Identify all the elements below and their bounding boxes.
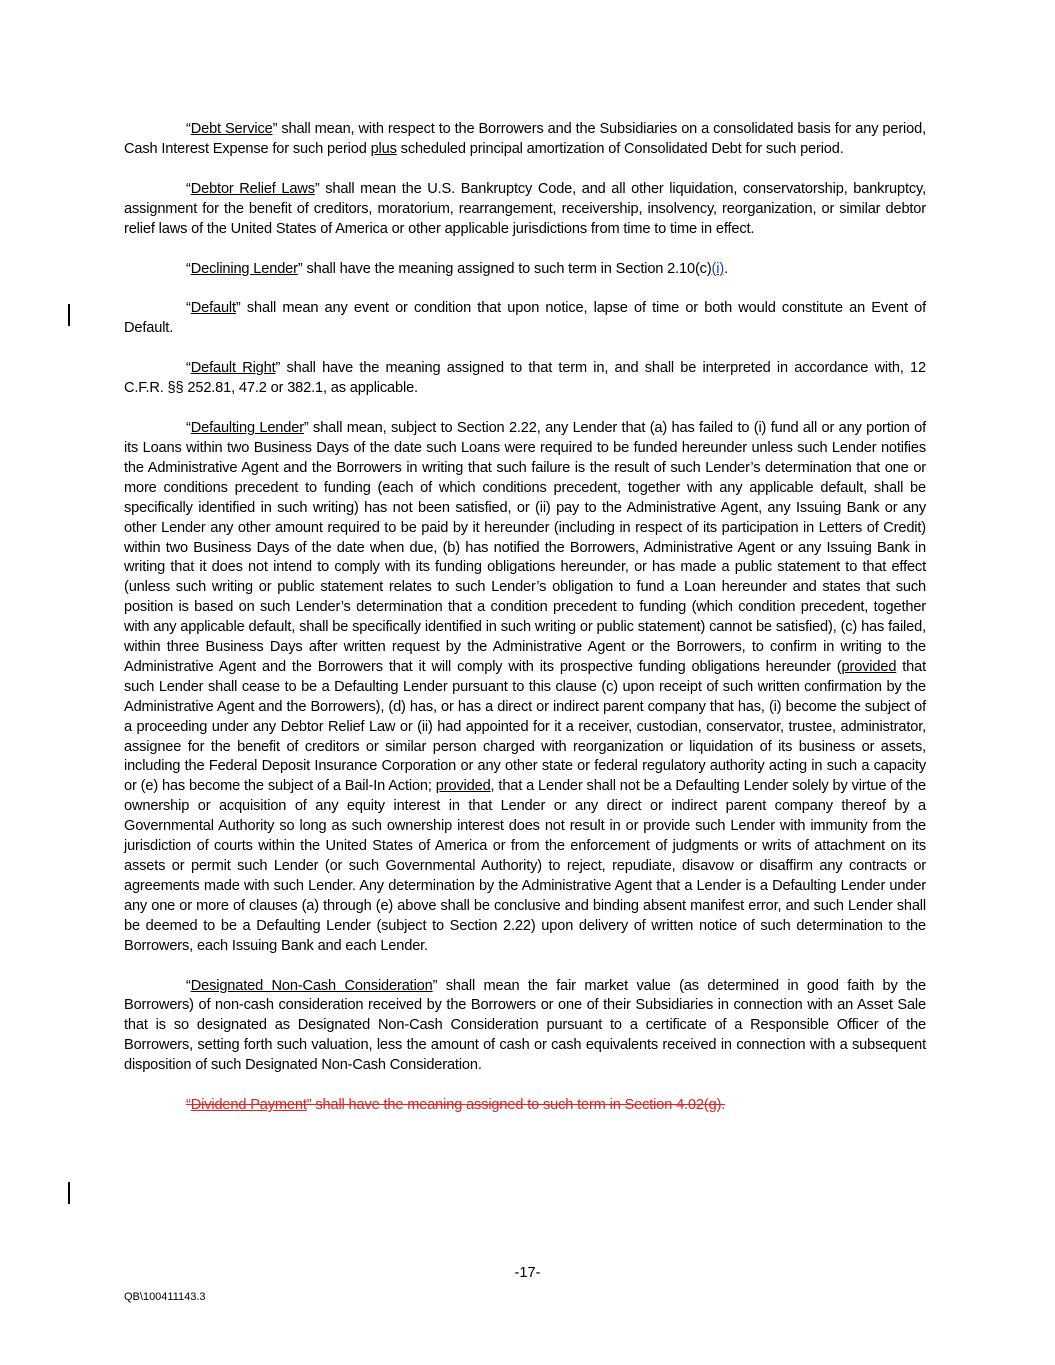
defined-term: Default Right: [190, 360, 276, 377]
defined-term: Dividend Payment: [190, 1097, 307, 1114]
inserted-reference-link[interactable]: (i): [711, 260, 725, 277]
defined-term: Defaulting Lender: [190, 420, 304, 437]
open-quote: “: [186, 420, 191, 437]
defined-term: Default: [190, 300, 236, 317]
defined-term: Declining Lender: [190, 260, 298, 277]
open-quote: “: [186, 1097, 191, 1114]
definition-text: ” shall mean the U.S. Bankruptcy Code, and all other liquidation, conservatorship, bankruptcy, assignment for the benefit of creditors, moratorium, rearrangement, receivership, insolvency, reorganization, or similar debtor relief laws of the United States of America or other applicable jurisdictions from time to time in effect.: [124, 180, 926, 237]
definition-debtor-relief-laws: [124, 180, 926, 240]
document-id: QB\100411143.3: [124, 1291, 206, 1303]
definition-text: ” shall mean, subject to Section 2.22, any Lender that (a) has failed to (i) fund all or any portion of its Loans within two Business Days of the date such Loans were required to be funded hereunder unless such Lender notifies the Administrative Agent and the Borrowers in writing that such failure is the result of such Lender’s determination that one or more conditions precedent to funding (each of which conditions precedent, together with any applicable default, shall be specifically identified in such writing) has not been satisfied, or (ii) pay to the Administrative Agent, any Issuing Bank or any other Lender any other amount required to be paid by it hereunder (including in respect of its participation in Letters of Credit) within two Business Days of the date when due, (b) has notified the Borrowers, Administrative Agent or any Issuing Bank in writing that it does not intend to comply with its funding obligations hereunder, or has made a public statement to that effect (unless such writing or public statement relates to such Lender’s obligation to fund a Loan hereunder and states that such position is based on such Lender’s determination that a condition precedent to funding (which condition precedent, together with any applicable default, shall be specifically identified in such writing or public statement) cannot be satisfied), (c) has failed, within three Business Days after written request by the Administrative Agent or the Borrowers, to confirm in writing to the Administrative Agent and the Borrowers that it will comply with its prospective funding obligations hereunder (: [124, 420, 926, 675]
change-bar: [68, 304, 70, 326]
defined-term: Debtor Relief Laws: [190, 180, 315, 197]
definition-default-right: [124, 359, 926, 399]
open-quote: “: [186, 121, 191, 137]
definition-text: .: [724, 260, 728, 277]
definition-text: ” shall have the meaning assigned to such term in Section 2.10(c): [297, 260, 712, 277]
definition-dividend-payment-deleted: [124, 1096, 926, 1116]
definition-debt-service: [124, 120, 926, 160]
page-number: -17-: [514, 1265, 541, 1281]
definition-designated-non-cash-consideration: [124, 977, 926, 1077]
definition-text: ” shall mean any event or condition that upon notice, lapse of time or both would constitute an Event of Default.: [124, 300, 926, 337]
emphasis-plus: plus: [370, 140, 397, 157]
defined-term: Designated Non-Cash Consideration: [190, 977, 433, 994]
document-body: [124, 120, 926, 1136]
definition-text: ” shall mean the fair market value (as determined in good faith by the Borrowers) of non-cash consideration received by the Borrowers or one of their Subsidiaries in connection with an Asset Sale that is so designated as Designated Non-Cash Consideration pursuant to a certificate of a Responsible Officer of the Borrowers, setting forth such valuation, less the amount of cash or cash equivalents received in connection with a subsequent disposition of such Designated Non-Cash Consideration.: [124, 977, 926, 1074]
open-quote: “: [186, 300, 191, 317]
open-quote: “: [186, 360, 191, 377]
definition-text: ” shall have the meaning assigned to such term in Section 4.02(g).: [306, 1097, 726, 1114]
change-bar: [68, 1182, 70, 1204]
open-quote: “: [186, 180, 191, 197]
definition-text: ” shall have the meaning assigned to that term in, and shall be interpreted in accordance with, 12 C.F.R. §§ 252.81, 47.2 or 382.1, as applicable.: [124, 360, 926, 397]
definition-text: ” shall mean, with respect to the Borrowers and the Subsidiaries on a consolidated basis for any period, Cash Interest Expense for such period: [124, 121, 926, 157]
definition-text: scheduled principal amortization of Consolidated Debt for such period.: [396, 140, 844, 157]
definition-declining-lender: [124, 260, 926, 280]
open-quote: “: [186, 260, 191, 277]
definition-defaulting-lender: [124, 419, 926, 956]
emphasis-provided: provided: [435, 778, 491, 795]
emphasis-provided: provided: [841, 658, 897, 675]
deleted-text: [186, 1097, 725, 1113]
definition-default: [124, 299, 926, 339]
definition-text: that such Lender shall cease to be a Defaulting Lender pursuant to this clause (c) upon receipt of such written confirmation by the Administrative Agent and the Borrowers), (d) has, or has a direct or indirect parent company that has, (i) become the subject of a proceeding under any Debtor Relief Law or (ii) had appointed for it a receiver, custodian, conservator, trustee, administrator, assignee for the benefit of creditors or similar person charged with reorganization or liquidation of its business or assets, including the Federal Deposit Insurance Corporation or any other state or federal regulatory authority acting in such a capacity or (e) has become the subject of a Bail-In Action;: [124, 658, 927, 795]
definition-text: , that a Lender shall not be a Defaulting Lender solely by virtue of the ownership or acquisition of any equity interest in that Lender or any direct or indirect parent company thereof by a Governmental Authority so long as such ownership interest does not result in or provide such Lender with immunity from the jurisdiction of courts within the United States of America or from the enforcement of judgments or writs of attachment on its assets or permit such Lender (or such Governmental Authority) to reject, repudiate, disavow or disaffirm any contracts or agreements made with such Lender. Any determination by the Administrative Agent that a Lender is a Defaulting Lender under any one or more of clauses (a) through (e) above shall be conclusive and binding absent manifest error, and such Lender shall be deemed to be a Defaulting Lender (subject to Section 2.22) upon delivery of written notice of such determination to the Borrowers, each Issuing Bank and each Lender.: [124, 778, 926, 954]
defined-term: Debt Service: [190, 121, 273, 137]
open-quote: “: [186, 977, 191, 994]
